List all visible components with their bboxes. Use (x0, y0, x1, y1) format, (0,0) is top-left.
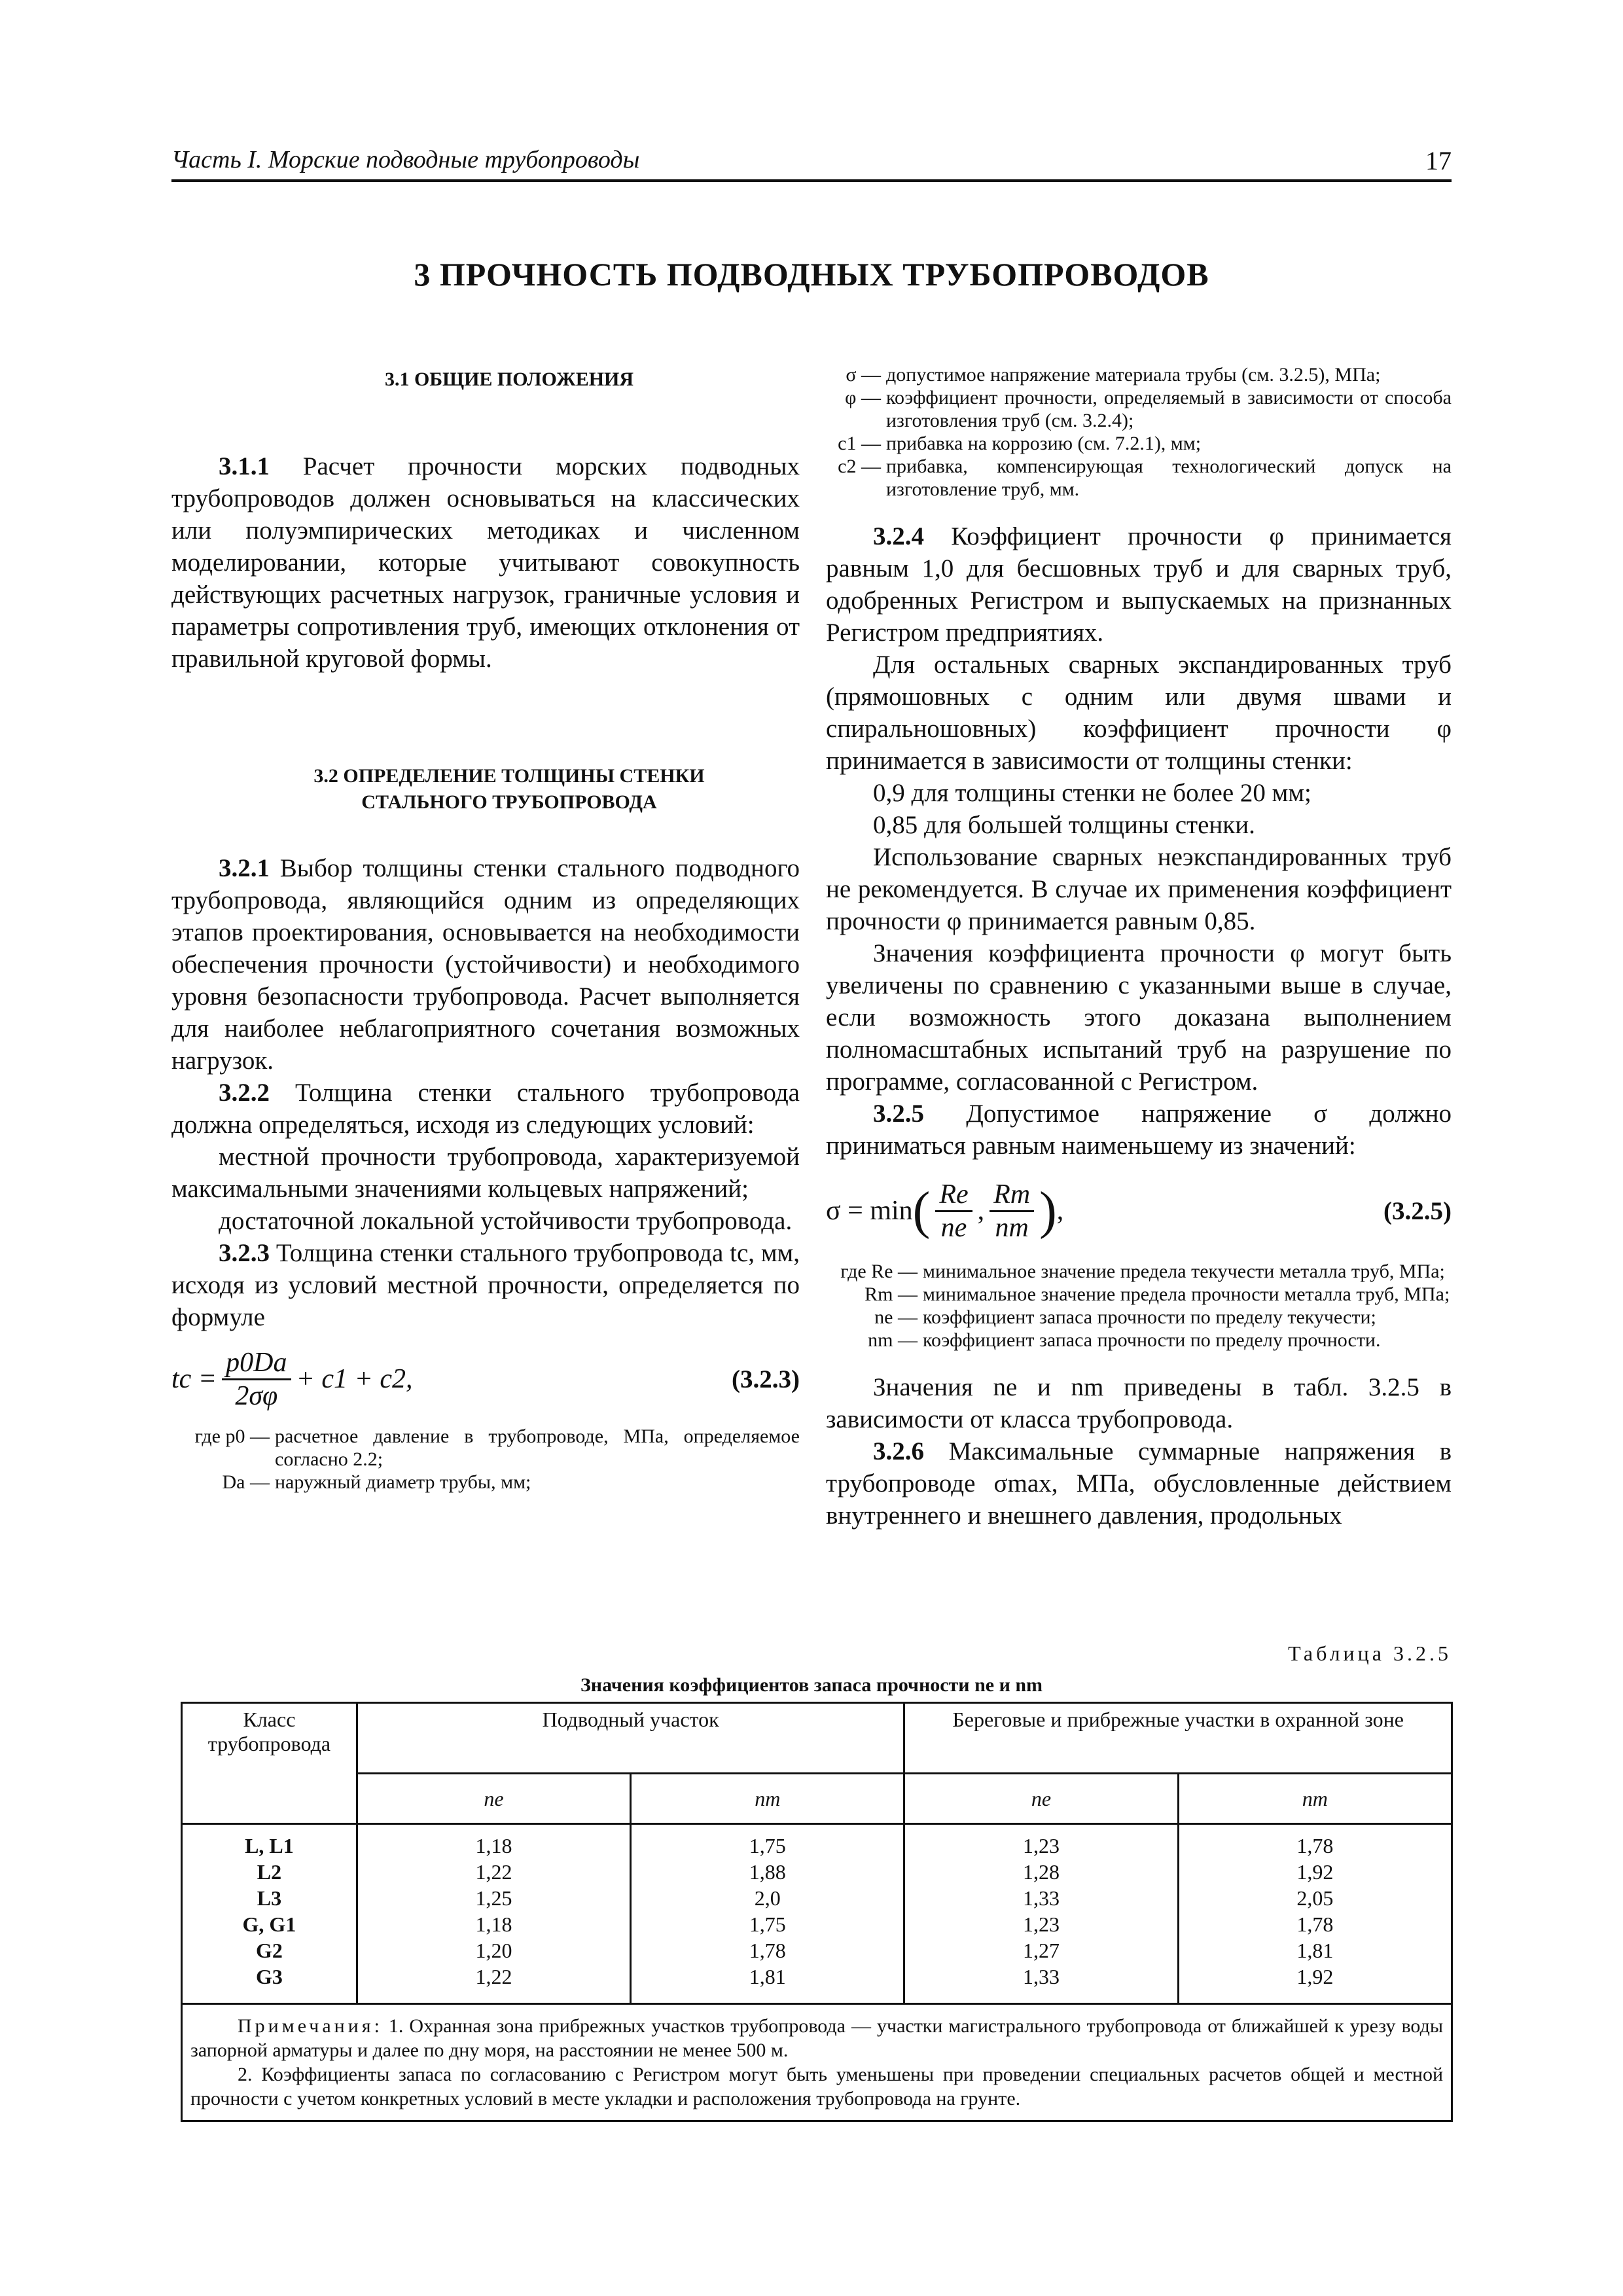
comma: , (1056, 1195, 1064, 1226)
fraction-numerator: Re (935, 1179, 972, 1212)
table-row (182, 1885, 1452, 1911)
clause-number: 3.2.3 (219, 1239, 270, 1267)
definition-text: расчетное давление в трубопроводе, МПа, определяемое согласно 2.2; (275, 1426, 800, 1470)
cell-value: 1,81 (631, 1964, 904, 2004)
header-class: Класс трубопровода (182, 1703, 357, 1824)
clause-number: 3.2.1 (219, 854, 270, 882)
cell-value: 1,25 (357, 1885, 630, 1911)
note-1-text: 1. Охранная зона прибрежных участков трубопровода — участки магистрального трубопровода от ближайшей к урезу воды запорной арматуры и далее по дну моря, на расстоянии не менее 500 м. (190, 2015, 1443, 2061)
formula-expression (171, 1347, 412, 1412)
page-number: 17 (1425, 146, 1452, 175)
table-notes-row (182, 2004, 1452, 2121)
section-3-2-heading-line1: 3.2 ОПРЕДЕЛЕНИЕ ТОЛЩИНЫ СТЕНКИ (313, 765, 705, 787)
cell-value: 1,78 (631, 1937, 904, 1964)
table-label: Таблица 3.2.5 (1288, 1641, 1452, 1665)
definition-item (826, 363, 1452, 386)
paragraph-text: Коэффициент прочности φ принимается равным 1,0 для бесшовных труб и для сварных труб, одобренных Регистром и выпускаемых на признанных Регистром предприятиях. (826, 522, 1452, 647)
definition-text: прибавка, компенсирующая технологический допуск на изготовление труб, мм. (886, 456, 1452, 500)
running-header: Часть I. Морские подводные трубопроводы (171, 146, 640, 173)
definition-item (171, 1471, 800, 1494)
formula-3-2-3 (171, 1333, 800, 1425)
definition-text: прибавка на коррозию (см. 7.2.1), мм; (886, 433, 1202, 454)
fraction-denominator: nm (995, 1212, 1029, 1243)
row-class: G3 (182, 1964, 357, 2004)
row-class: G, G1 (182, 1911, 357, 1937)
definition-item (826, 1283, 1452, 1306)
definition-text: коэффициент запаса прочности по пределу прочности. (923, 1329, 1381, 1351)
definition-symbol: c1 — (838, 433, 881, 454)
formula-expression (826, 1179, 1063, 1244)
subheader-ne: ne (904, 1774, 1178, 1824)
cell-value: 1,75 (631, 1911, 904, 1937)
definition-symbol: где p0 — (194, 1426, 270, 1447)
cell-value: 1,78 (1178, 1911, 1452, 1937)
definition-item (826, 455, 1452, 501)
row-class: L, L1 (182, 1824, 357, 1859)
definition-item (826, 1306, 1452, 1329)
definition-text: минимальное значение предела текучести металла труб, МПа; (923, 1261, 1445, 1282)
definitions-list-top (826, 363, 1452, 501)
row-class: L3 (182, 1885, 357, 1911)
definition-symbol: σ — (846, 364, 881, 386)
paragraph-text: Допустимое напряжение σ должно приниматься равным наименьшему из значений: (826, 1100, 1452, 1160)
paragraph-non-expanded: Использование сварных неэкспандированных труб не рекомендуется. В случае их применения коэффициент прочности φ принимается равным 0,85. (826, 843, 1452, 935)
paragraph-3-2-2 (171, 1077, 800, 1141)
left-column (171, 367, 800, 1494)
header-subsea-section: Подводный участок (357, 1703, 904, 1774)
definition-text: коэффициент прочности, определяемый в зависимости от способа изготовления труб (см. 3.2.4); (886, 387, 1452, 431)
paragraph-coef-increase: Значения коэффициента прочности φ могут быть увеличены по сравнению с указанными выше в случае, если возможность этого доказана выполнением полномасштабных испытаний труб на разрушение по программе, согласованной с Регистром. (826, 939, 1452, 1096)
clause-number: 3.2.4 (873, 522, 924, 550)
note-2: 2. Коэффициенты запаса по согласованию с Регистром могут быть уменьшены при проведении специальных расчетов общей и местной прочности с учетом конкретных условий в месте укладки и расположения трубопровода на грунте. (190, 2064, 1443, 2109)
clause-number: 3.1.1 (219, 452, 270, 480)
table-subheader-row (182, 1774, 1452, 1824)
cell-value: 1,33 (904, 1964, 1178, 2004)
right-column (826, 363, 1452, 1532)
definition-symbol: ne — (874, 1306, 918, 1328)
definition-symbol: φ — (845, 387, 881, 408)
cell-value: 1,81 (1178, 1937, 1452, 1964)
formula-fraction (222, 1347, 291, 1412)
table-caption: Значения коэффициентов запаса прочности ne и nm (580, 1674, 1043, 1696)
row-class: G2 (182, 1937, 357, 1964)
cell-value: 2,0 (631, 1885, 904, 1911)
note-1 (190, 2014, 1443, 2062)
formula-lhs: σ = min (826, 1195, 913, 1226)
definition-item (826, 386, 1452, 432)
formula-number: (3.2.5) (1383, 1196, 1452, 1225)
fraction-denominator: 2σφ (235, 1380, 278, 1411)
cell-value: 1,75 (631, 1824, 904, 1859)
table-row (182, 1937, 1452, 1964)
definition-text: наружный диаметр трубы, мм; (275, 1471, 531, 1493)
cell-value: 1,27 (904, 1937, 1178, 1964)
definition-symbol: где Re — (840, 1261, 918, 1282)
paragraph-text: Толщина стенки стального трубопровода должна определяться, исходя из следующих условий: (171, 1079, 800, 1139)
paragraph-3-2-4 (826, 520, 1452, 649)
definition-symbol: Da — (222, 1471, 270, 1493)
table-row (182, 1911, 1452, 1937)
cell-value: 1,88 (631, 1859, 904, 1885)
paragraph-3-2-3 (171, 1237, 800, 1333)
subheader-ne: ne (357, 1774, 630, 1824)
paragraph-text: Расчет прочности морских подводных трубопроводов должен основываться на классических или полуэмпирических методиках и численном моделировании, которые учитывают совокупность действующих расчетных нагрузок, граничные условия и параметры сопротивления труб, имеющих отклонения от правильной круговой формы. (171, 452, 800, 673)
cell-value: 1,23 (904, 1824, 1178, 1859)
paragraph-3-2-5 (826, 1098, 1452, 1162)
formula-3-2-5 (826, 1162, 1452, 1260)
paragraph-3-2-6 (826, 1435, 1452, 1532)
definition-text: коэффициент запаса прочности по пределу текучести; (923, 1306, 1376, 1328)
definition-item (171, 1425, 800, 1471)
comma: , (977, 1195, 985, 1226)
table-notes (182, 2004, 1452, 2121)
definition-item (826, 432, 1452, 455)
clause-number: 3.2.2 (219, 1079, 270, 1107)
cell-value: 1,20 (357, 1937, 630, 1964)
paragraph-3-1-1 (171, 450, 800, 675)
paragraph-coef-0-9: 0,9 для толщины стенки не более 20 мм; (873, 779, 1311, 807)
header-shore-section: Береговые и прибрежные участки в охранной зоне (904, 1703, 1452, 1774)
table-header-row (182, 1703, 1452, 1774)
definition-symbol: nm — (868, 1329, 918, 1351)
clause-number: 3.2.6 (873, 1437, 924, 1465)
definition-item (826, 1329, 1452, 1352)
paragraph-coef-0-85: 0,85 для большей толщины стенки. (873, 811, 1255, 839)
formula-fraction-rm (990, 1179, 1034, 1244)
row-class: L2 (182, 1859, 357, 1885)
table-row (182, 1824, 1452, 1859)
subheader-nm: nm (1178, 1774, 1452, 1824)
paragraph-text: Выбор толщины стенки стального подводного трубопровода, являющийся одним из определяющих этапов проектирования, основывается на необходимости обеспечения прочности (устойчивости) и необходимого уровня безопасности трубопровода. Расчет выполняется для наиболее неблагоприятного сочетания возможных нагрузок. (171, 854, 800, 1075)
paragraph-3-2-1 (171, 852, 800, 1077)
chapter-title: 3 ПРОЧНОСТЬ ПОДВОДНЫХ ТРУБОПРОВОДОВ (414, 256, 1209, 293)
open-paren: ( (912, 1182, 931, 1240)
cell-value: 1,33 (904, 1885, 1178, 1911)
cell-value: 1,22 (357, 1859, 630, 1885)
subheader-nm: nm (631, 1774, 904, 1824)
definition-symbol: c2 — (838, 456, 881, 477)
definition-symbol: Rm — (865, 1283, 918, 1305)
header-rule (171, 179, 1452, 182)
definitions-list-3-2-5 (826, 1260, 1452, 1352)
section-3-1-heading: 3.1 ОБЩИЕ ПОЛОЖЕНИЯ (384, 368, 634, 390)
cell-value: 1,78 (1178, 1824, 1452, 1859)
paragraph-text: Толщина стенки стального трубопровода tc, мм, исходя из условий местной прочности, определяется по формуле (171, 1239, 800, 1331)
cell-value: 1,92 (1178, 1859, 1452, 1885)
formula-number: (3.2.3) (732, 1365, 800, 1393)
notes-label: Примечания: (238, 2015, 383, 2037)
definition-text: минимальное значение предела прочности металла труб, МПа; (923, 1283, 1450, 1305)
fraction-numerator: Rm (990, 1179, 1034, 1212)
section-3-2-heading-line2: СТАЛЬНОГО ТРУБОПРОВОДА (361, 791, 657, 813)
cell-value: 2,05 (1178, 1885, 1452, 1911)
close-paren: ) (1039, 1182, 1057, 1240)
cell-value: 1,28 (904, 1859, 1178, 1885)
definition-text: допустимое напряжение материала трубы (см. 3.2.5), МПа; (886, 364, 1381, 386)
definitions-list (171, 1425, 800, 1494)
condition-local-strength: местной прочности трубопровода, характеризуемой максимальными значениями кольцевых напряжений; (171, 1143, 800, 1203)
condition-local-stability: достаточной локальной устойчивости трубопровода. (219, 1207, 793, 1235)
cell-value: 1,22 (357, 1964, 630, 2004)
formula-fraction-re (935, 1179, 972, 1244)
cell-value: 1,92 (1178, 1964, 1452, 2004)
clause-number: 3.2.5 (873, 1100, 924, 1128)
fraction-denominator: ne (940, 1212, 967, 1243)
fraction-numerator: p0Da (222, 1347, 291, 1380)
coefficients-table (181, 1702, 1453, 2122)
cell-value: 1,23 (904, 1911, 1178, 1937)
paragraph-welded-pipes: Для остальных сварных экспандированных труб (прямошовных с одним или двумя швами и спиральношовных) коэффициент прочности φ принимается в зависимости от толщины стенки: (826, 651, 1452, 775)
paragraph-text: Максимальные суммарные напряжения в трубопроводе σmax, МПа, обусловленные действием внутреннего и внешнего давления, продольных (826, 1437, 1452, 1530)
formula-rest: + c1 + c2, (296, 1363, 413, 1394)
cell-value: 1,18 (357, 1824, 630, 1859)
definition-item (826, 1260, 1452, 1283)
paragraph-table-reference: Значения ne и nm приведены в табл. 3.2.5 в зависимости от класса трубопровода. (826, 1373, 1452, 1433)
formula-lhs: tc = (171, 1363, 217, 1394)
table-row (182, 1859, 1452, 1885)
table-row (182, 1964, 1452, 2004)
cell-value: 1,18 (357, 1911, 630, 1937)
